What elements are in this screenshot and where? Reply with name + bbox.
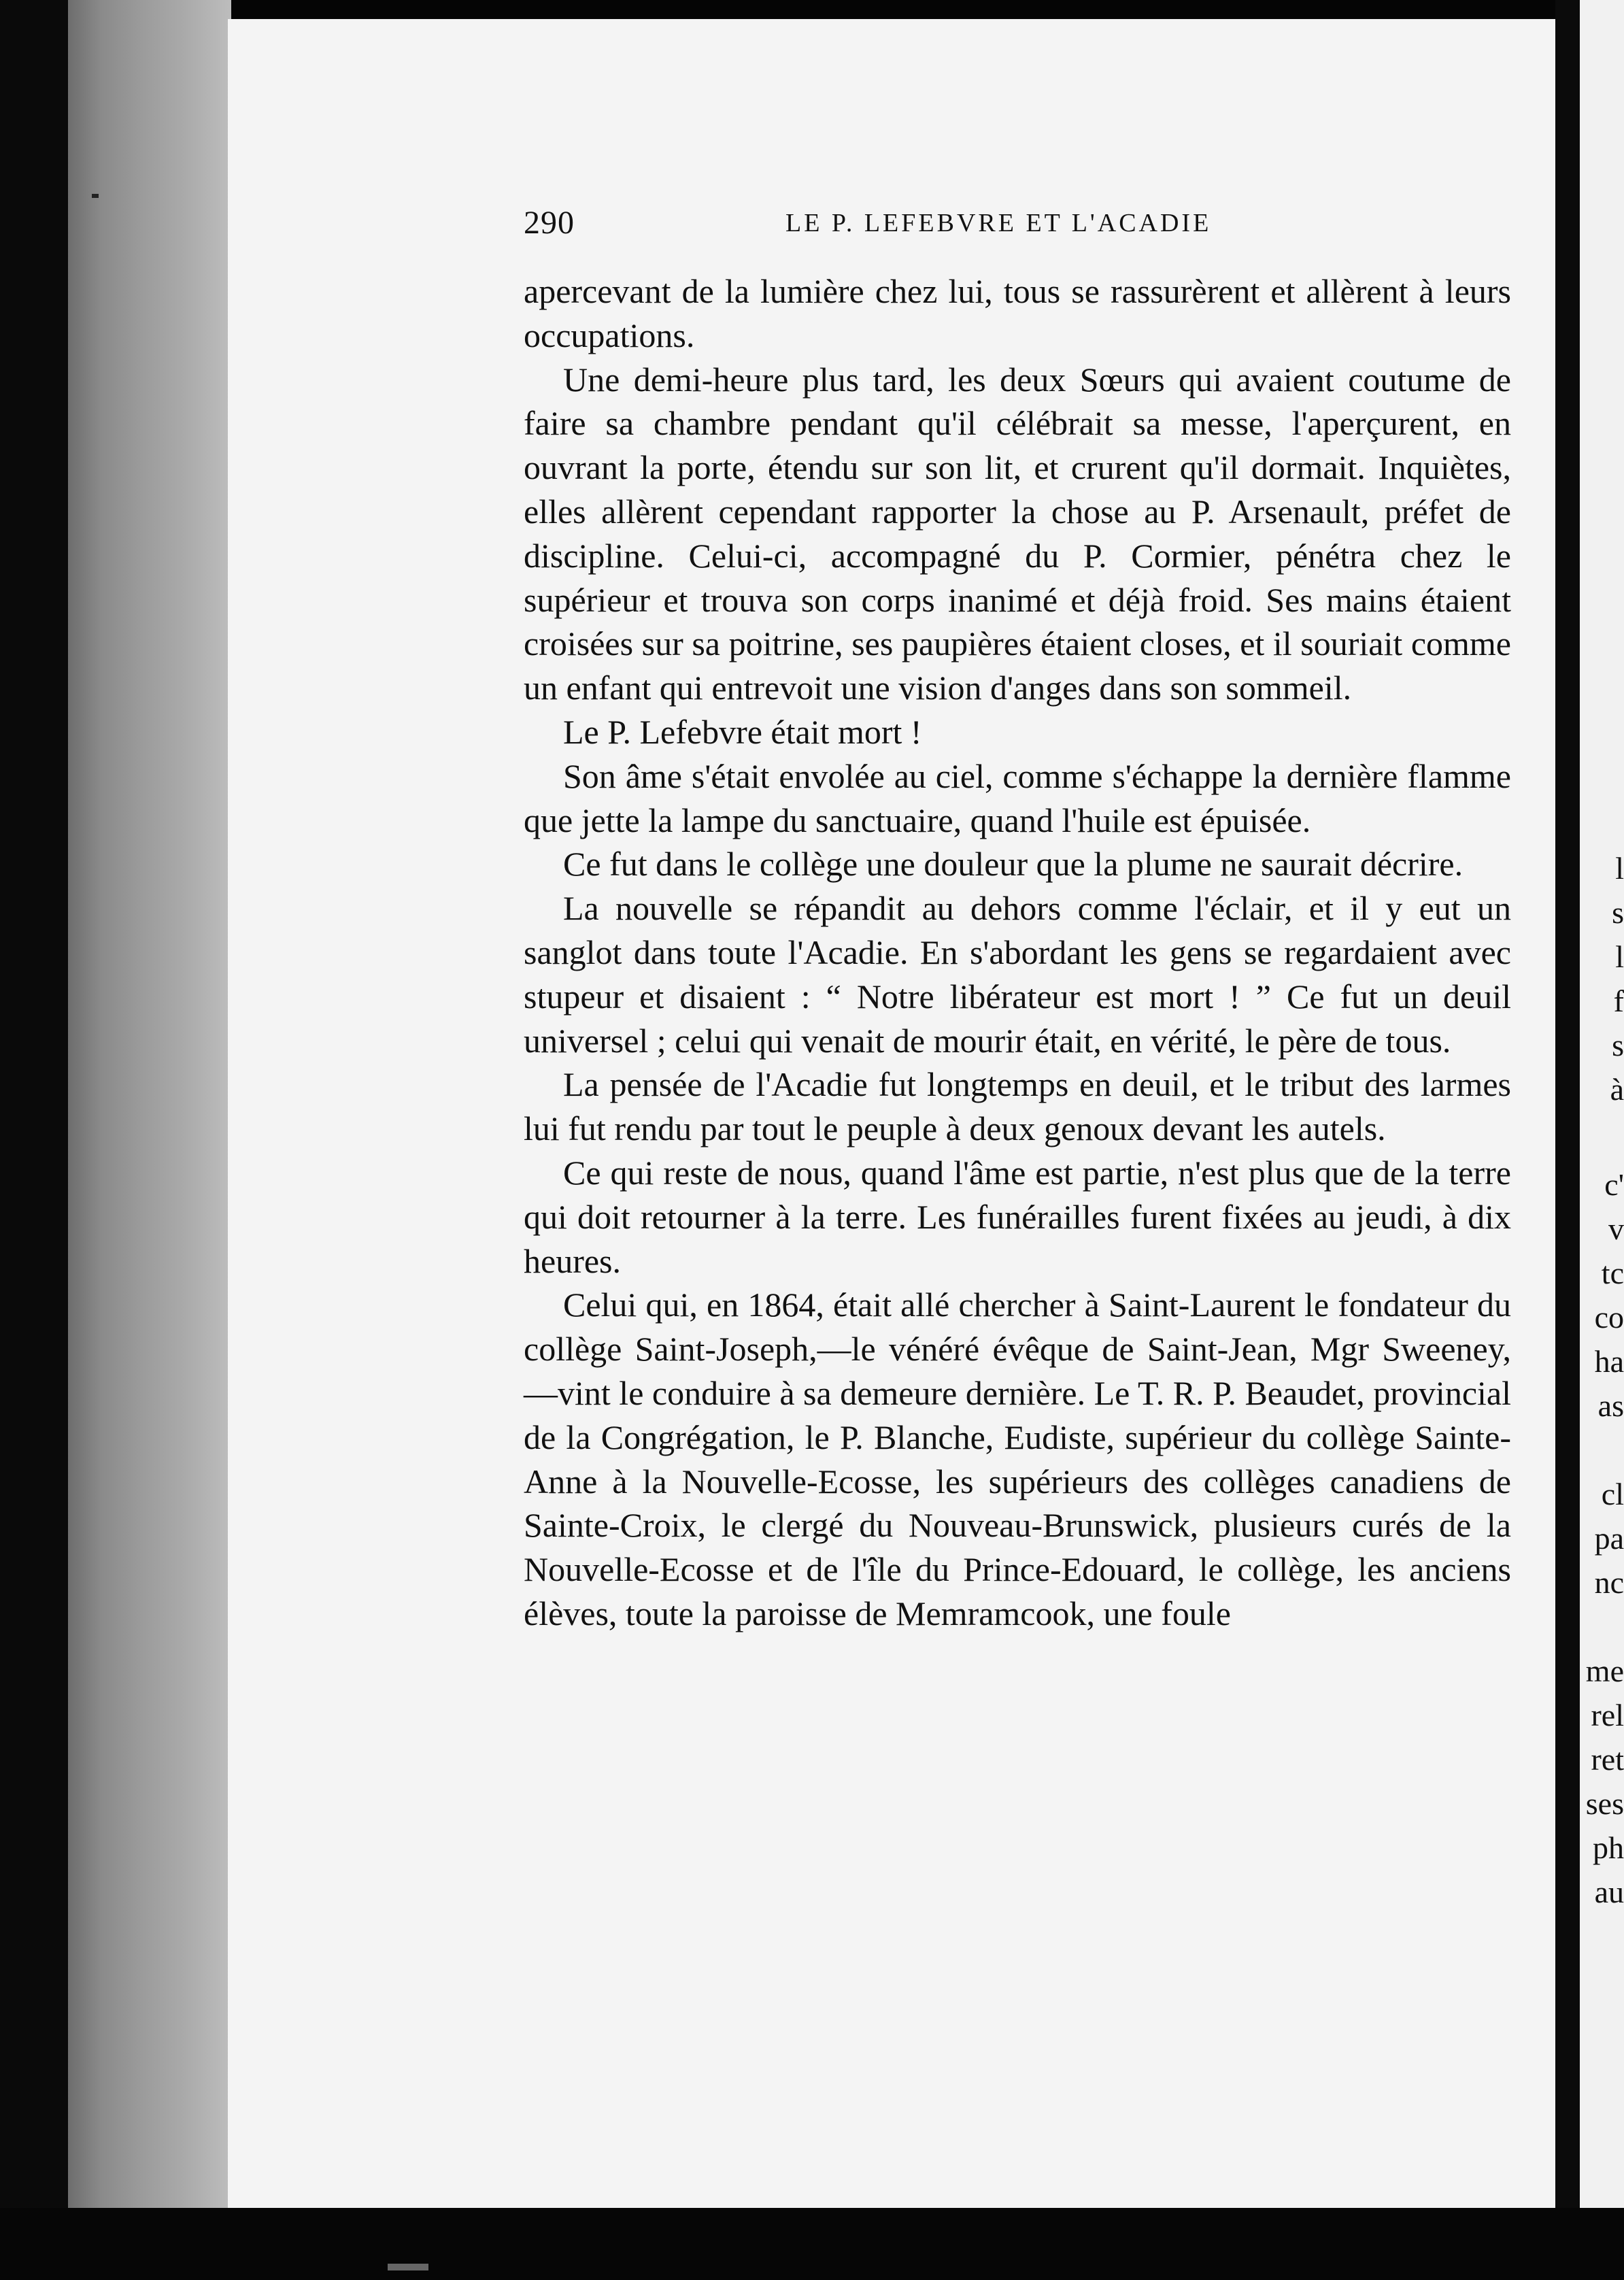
paragraph: Son âme s'était envolée au ciel, comme s'échappe la dernière flamme que jette la lampe du sanctuaire, quand l'huile est épuisée. xyxy=(524,756,1511,839)
paragraph: Le P. Lefebvre était mort ! xyxy=(563,712,922,751)
adjacent-page-fragment: rel xyxy=(1591,1698,1624,1732)
adjacent-page-fragment: pa xyxy=(1594,1521,1624,1556)
adjacent-page-fragment: v xyxy=(1608,1211,1624,1246)
adjacent-page-fragment: tc xyxy=(1601,1256,1624,1290)
adjacent-page-fragment: c' xyxy=(1604,1167,1624,1202)
adjacent-page-edge xyxy=(1580,0,1624,2280)
paragraph: apercevant de la lumière chez lui, tous se rassurèrent et allèrent à leurs occupations. xyxy=(524,272,1511,354)
adjacent-page-fragment: l xyxy=(1615,851,1624,886)
adjacent-page-fragment: as xyxy=(1597,1388,1624,1423)
paragraph: La nouvelle se répandit au dehors comme l'éclair, et il y eut un sanglot dans toute l'Acadie. En s'abordant les gens se regardaient avec stupeur et disaient : “ Notre libérateur est mort ! ” Ce fut un deuil universel ; celui qui venait de mourir était, en vérité, le père de tous. xyxy=(524,889,1511,1060)
book-gutter xyxy=(1555,0,1580,2280)
adjacent-page-fragment: l xyxy=(1615,939,1624,974)
adjacent-page-fragment: au xyxy=(1594,1875,1624,1909)
adjacent-page-fragment: s xyxy=(1612,895,1624,930)
scan-smudge xyxy=(388,2264,428,2270)
adjacent-page-fragment: me xyxy=(1585,1654,1624,1688)
adjacent-page-fragment: ses xyxy=(1585,1786,1624,1821)
adjacent-page-fragment: ret xyxy=(1591,1742,1624,1777)
body-text xyxy=(524,269,1511,1636)
adjacent-page-fragment: nc xyxy=(1594,1565,1624,1600)
paragraph: Ce fut dans le collège une douleur que la plume ne saurait décrire. xyxy=(563,845,1464,884)
adjacent-page-fragment: cl xyxy=(1601,1477,1624,1511)
book-spine-shadow xyxy=(0,0,68,2280)
adjacent-page-fragment: ph xyxy=(1593,1830,1624,1865)
scan-mark xyxy=(92,194,99,198)
scan-bottom-border xyxy=(0,2208,1624,2280)
paragraph: La pensée de l'Acadie fut longtemps en deuil, et le tribut des larmes lui fut rendu par tout le peuple à deux genoux devant les autels. xyxy=(524,1065,1511,1148)
paragraph: Ce qui reste de nous, quand l'âme est partie, n'est plus que de la terre qui doit retourner à la terre. Les funérailles furent fixées au jeudi, à dix heures. xyxy=(524,1153,1511,1280)
paragraph: Une demi-heure plus tard, les deux Sœurs qui avaient coutume de faire sa chambre pendant qu'il célébrait sa messe, l'aperçurent, en ouvrant la porte, étendu sur son lit, et crurent qu'il dormait. Inquiètes, elles allèrent cependant rapporter la chose au P. Arsenault, préfet de discipline. Celui-ci, accompagné du P. Cormier, pénétra chez le supérieur et trouva son corps inanimé et déjà froid. Ses mains étaient croisées sur sa poitrine, ses paupières étaient closes, et il souriait comme un enfant qui entrevoit une vision d'anges dans son sommeil. xyxy=(524,360,1511,707)
adjacent-page-fragment: co xyxy=(1594,1300,1624,1335)
adjacent-page-fragment: s xyxy=(1612,1028,1624,1062)
page-number: 290 xyxy=(524,205,575,241)
paragraph: Celui qui, en 1864, était allé chercher à Saint-Laurent le fondateur du collège Saint-Joseph,—le vénéré évêque de Saint-Jean, Mgr Sweeney,—vint le conduire à sa demeure dernière. Le T. R. P. Beaudet, provincial de la Congrégation, le P. Blanche, Eudiste, supérieur du collège Sainte-Anne à la Nouvelle-Ecosse, les supérieurs des collèges canadiens de Sainte-Croix, le clergé du Nouveau-Brunswick, plusieurs curés de la Nouvelle-Ecosse et de l'île du Prince-Edouard, le collège, les anciens élèves, toute la paroisse de Memramcook, une foule xyxy=(524,1286,1511,1632)
page-header xyxy=(524,204,1517,252)
adjacent-page-fragment: f xyxy=(1613,984,1624,1018)
adjacent-page-fragment: à xyxy=(1610,1072,1624,1107)
adjacent-page-fragment: ha xyxy=(1594,1344,1624,1379)
page-edge-stack xyxy=(68,0,231,2231)
running-head: LE P. LEFEBVRE ET L'ACADIE xyxy=(785,209,1212,237)
